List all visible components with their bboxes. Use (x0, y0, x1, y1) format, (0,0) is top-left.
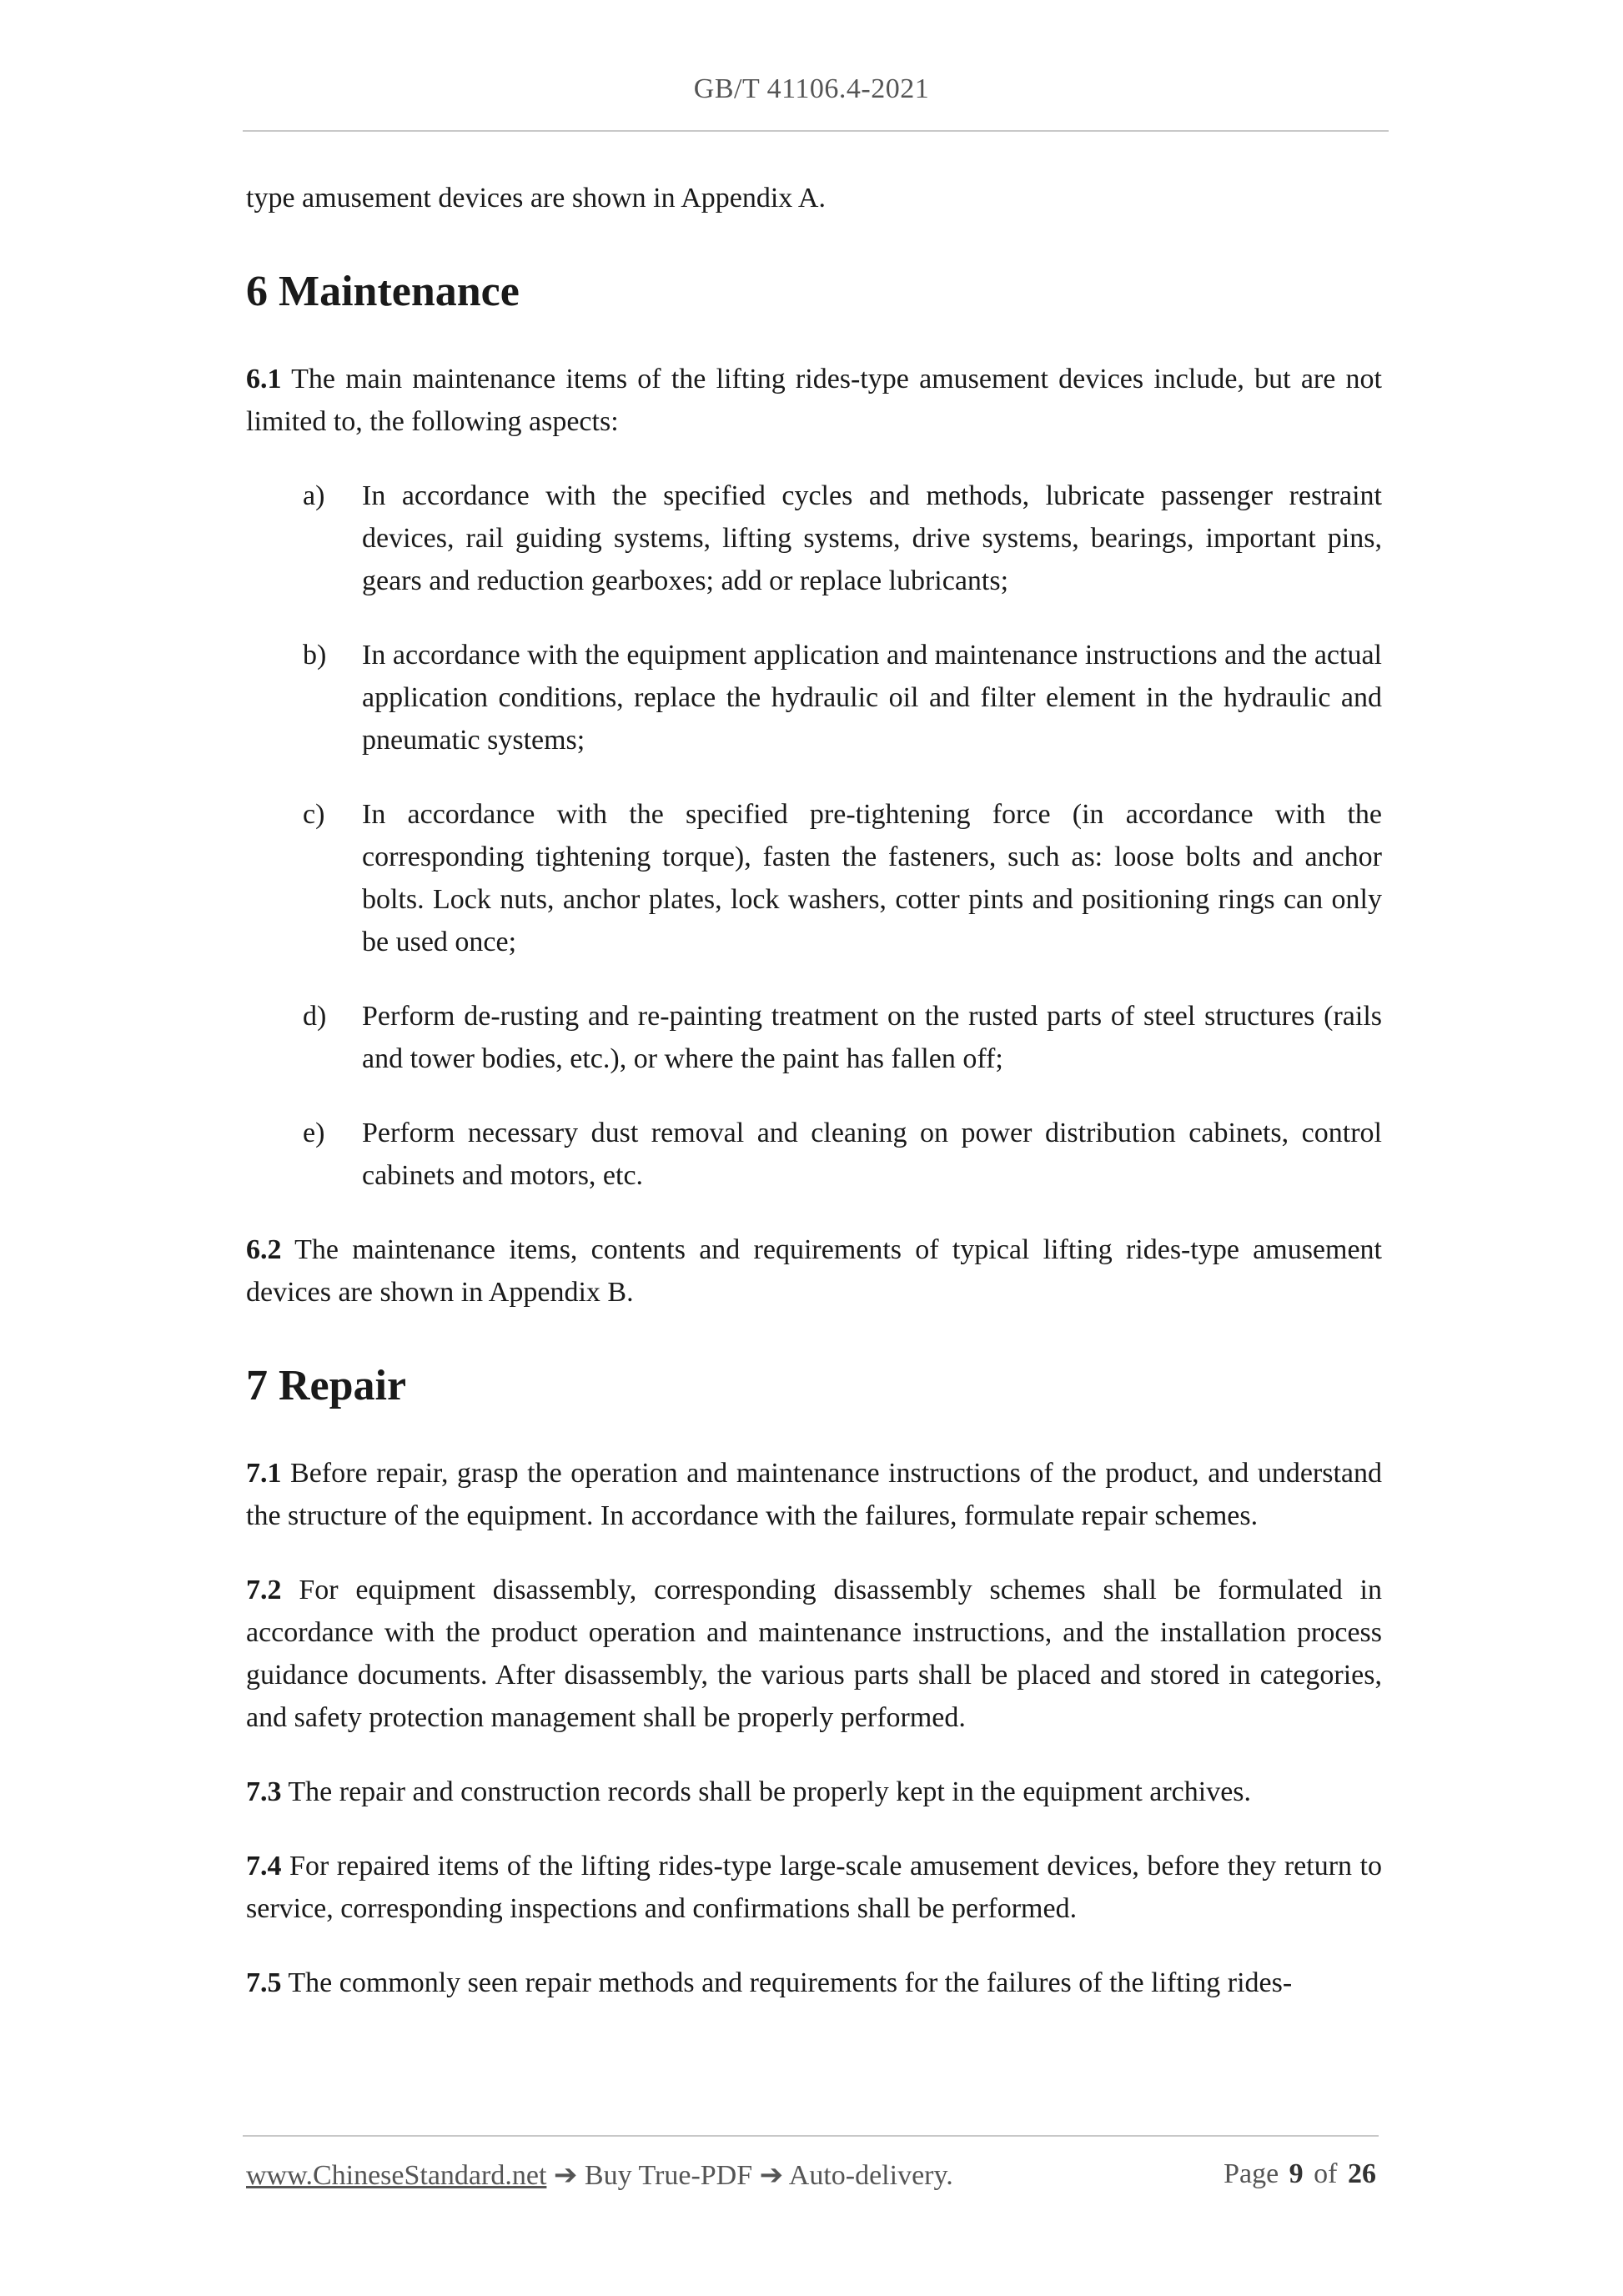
clause-number: 7.1 (246, 1458, 282, 1489)
continuation-text: type amusement devices are shown in Appendix A. (246, 183, 826, 214)
clause-text: The commonly seen repair methods and requirements for the failures of the lifting rides- (281, 1967, 1293, 1998)
arrow-right-icon: ➔ (759, 2160, 784, 2191)
page-label: Page (1224, 2158, 1279, 2189)
clause-6-1 (246, 358, 1382, 443)
clause-number: 7.5 (246, 1967, 282, 1998)
page-header-title: GB/T 41106.4-2021 (693, 73, 930, 104)
clause-7-4 (246, 1845, 1382, 1930)
page-total: 26 (1348, 2158, 1376, 2189)
of-label: of (1314, 2158, 1338, 2189)
clause-number: 7.3 (246, 1776, 282, 1807)
list-item-text: In accordance with the specified pre-tightening force (in accordance with the corresponding tightening torque), fasten the fasteners, such as: loose bolts and anchor bolts. Lock nuts, anchor plates, lock washers, cotter pints and positioning rings can only be used once; (362, 799, 1382, 957)
clause-7-3 (246, 1771, 1382, 1813)
clause-7-2 (246, 1569, 1382, 1739)
list-marker: c) (303, 799, 325, 830)
clause-text: The main maintenance items of the lifting rides-type amusement devices include, but are not limited to, the following aspects: (246, 364, 1382, 437)
page-counter (1224, 2158, 1376, 2190)
clause-text: Before repair, grasp the operation and maintenance instructions of the product, and understand the structure of the equipment. In accordance with the failures, formulate repair schemes. (246, 1458, 1382, 1531)
list-item (246, 995, 1382, 1080)
list-marker: d) (303, 1001, 327, 1032)
section-6-heading: 6 Maintenance (246, 268, 520, 315)
footer-promo (246, 2158, 953, 2192)
maintenance-item-list (246, 475, 1382, 1197)
clause-text: For repaired items of the lifting rides-type large-scale amusement devices, before they return to service, corresponding inspections and confirmations shall be performed. (246, 1851, 1382, 1924)
list-item-text: In accordance with the specified cycles and methods, lubricate passenger restraint devices, rail guiding systems, lifting systems, drive systems, bearings, important pins, gears and reduction gearboxes; add or replace lubricants; (362, 480, 1382, 596)
header-divider (243, 130, 1389, 132)
list-item (246, 793, 1382, 963)
clause-text: The maintenance items, contents and requirements of typical lifting rides-type amusement devices are shown in Appendix B. (246, 1234, 1382, 1308)
footer-divider (243, 2135, 1379, 2137)
list-item (246, 634, 1382, 761)
list-item-text: Perform de-rusting and re-painting treatment on the rusted parts of steel structures (rails and tower bodies, etc.), or where the paint has fallen off; (362, 1001, 1382, 1074)
clause-number: 6.2 (246, 1234, 282, 1265)
list-item-text: In accordance with the equipment application and maintenance instructions and the actual application conditions, replace the hydraulic oil and filter element in the hydraulic and pneumatic systems; (362, 640, 1382, 756)
clause-number: 6.1 (246, 364, 282, 394)
clause-text: The repair and construction records shall be properly kept in the equipment archives. (281, 1776, 1252, 1807)
list-item (246, 475, 1382, 602)
list-marker: a) (303, 480, 325, 511)
page-number: 9 (1289, 2158, 1304, 2189)
clause-number: 7.4 (246, 1851, 282, 1882)
document-body (246, 177, 1382, 2036)
clause-number: 7.2 (246, 1575, 282, 1605)
list-marker: e) (303, 1118, 325, 1148)
clause-7-5 (246, 1962, 1382, 2004)
chinesestandard-link[interactable]: www.ChineseStandard.net (246, 2160, 547, 2191)
clause-7-1 (246, 1452, 1382, 1537)
clause-6-2 (246, 1228, 1382, 1314)
list-item-text: Perform necessary dust removal and cleaning on power distribution cabinets, control cabinets and motors, etc. (362, 1118, 1382, 1191)
list-marker: b) (303, 640, 327, 671)
section-7-heading: 7 Repair (246, 1362, 407, 1409)
list-item (246, 1112, 1382, 1197)
arrow-right-icon: ➔ (553, 2160, 578, 2191)
buy-true-pdf-text: Buy True-PDF (584, 2160, 753, 2191)
clause-text: For equipment disassembly, corresponding disassembly schemes shall be formulated in accordance with the product operation and maintenance instructions, and the installation process guidance documents. After disassembly, the various parts shall be placed and stored in categories, and safety protection management shall be properly performed. (246, 1575, 1382, 1733)
auto-delivery-text: Auto-delivery. (788, 2160, 953, 2191)
